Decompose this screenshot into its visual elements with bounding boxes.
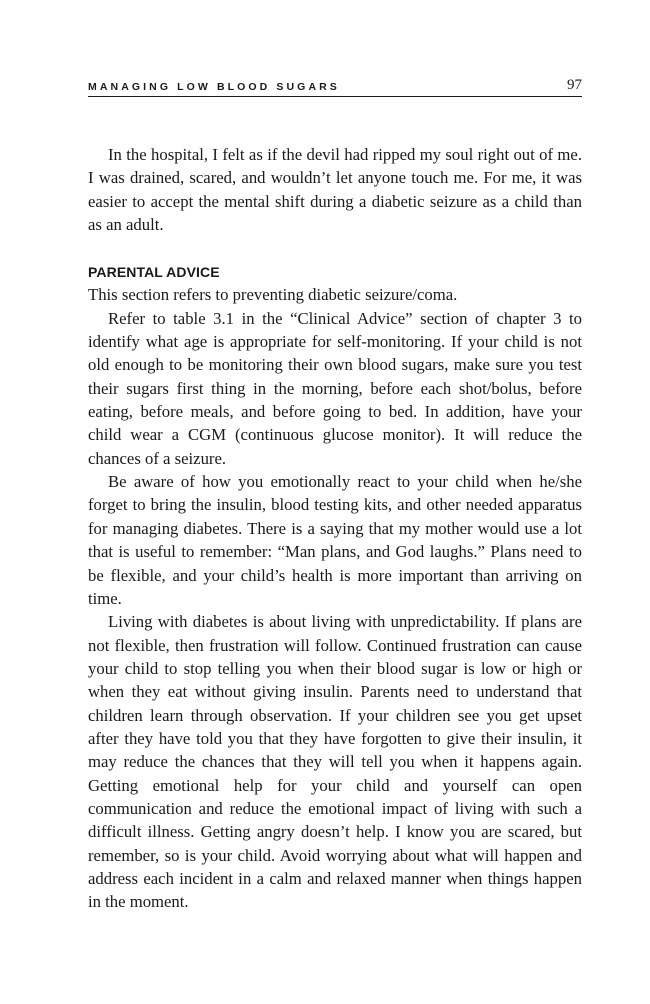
book-page	[88, 0, 582, 1004]
paragraph-emotional-reaction: Be aware of how you emotionally react to your child when he/she forget to bring the insulin, blood testing kits, and other needed apparatus for managing diabetes. There is a saying that my mother would use a lot that is useful to remember: “Man plans, and God laughs.” Plans need to be flexible, and your child’s health is more important than arriving on time.	[88, 472, 582, 608]
running-header	[88, 76, 582, 97]
paragraph-unpredictability: Living with diabetes is about living with unpredictability. If plans are not flexible, then frustration will follow. Continued frustration can cause your child to stop telling you when their blood sugar is low or high or when they eat without giving insulin. Parents need to understand that children learn through observation. If your children see you get upset after they have told you that they have forgotten to give their insulin, it may reduce the chances that they will tell you when it happens again. Getting emotional help for your child and yourself can open communication and reduce the emotional impact of living with such a difficult illness. Getting angry doesn’t help. I know you are scared, but remember, so is your child. Avoid worrying about what will happen and address each incident in a calm and relaxed manner when things happen in the moment.	[88, 612, 582, 912]
body-text	[88, 143, 582, 914]
page-number: 97	[567, 77, 582, 93]
paragraph-self-monitoring: Refer to table 3.1 in the “Clinical Advice” section of chapter 3 to identify what age is appropriate for self-monitoring. If your child is not old enough to be monitoring their own blood sugars, make sure you test their sugars first thing in the morning, before each shot/bolus, before eating, before meals, and before going to bed. In addition, have your child wear a CGM (continuous glucose monitor). It will reduce the chances of a seizure.	[88, 308, 582, 468]
section-heading: PARENTAL ADVICE	[88, 264, 220, 281]
paragraph-section-intro: This section refers to preventing diabetic seizure/coma.	[88, 285, 458, 305]
running-title: MANAGING LOW BLOOD SUGARS	[88, 81, 340, 93]
paragraph-hospital: In the hospital, I felt as if the devil had ripped my soul right out of me. I was drained, scared, and wouldn’t let anyone touch me. For me, it was easier to accept the mental shift during a diabetic seizure as a child than as an adult.	[88, 145, 582, 235]
